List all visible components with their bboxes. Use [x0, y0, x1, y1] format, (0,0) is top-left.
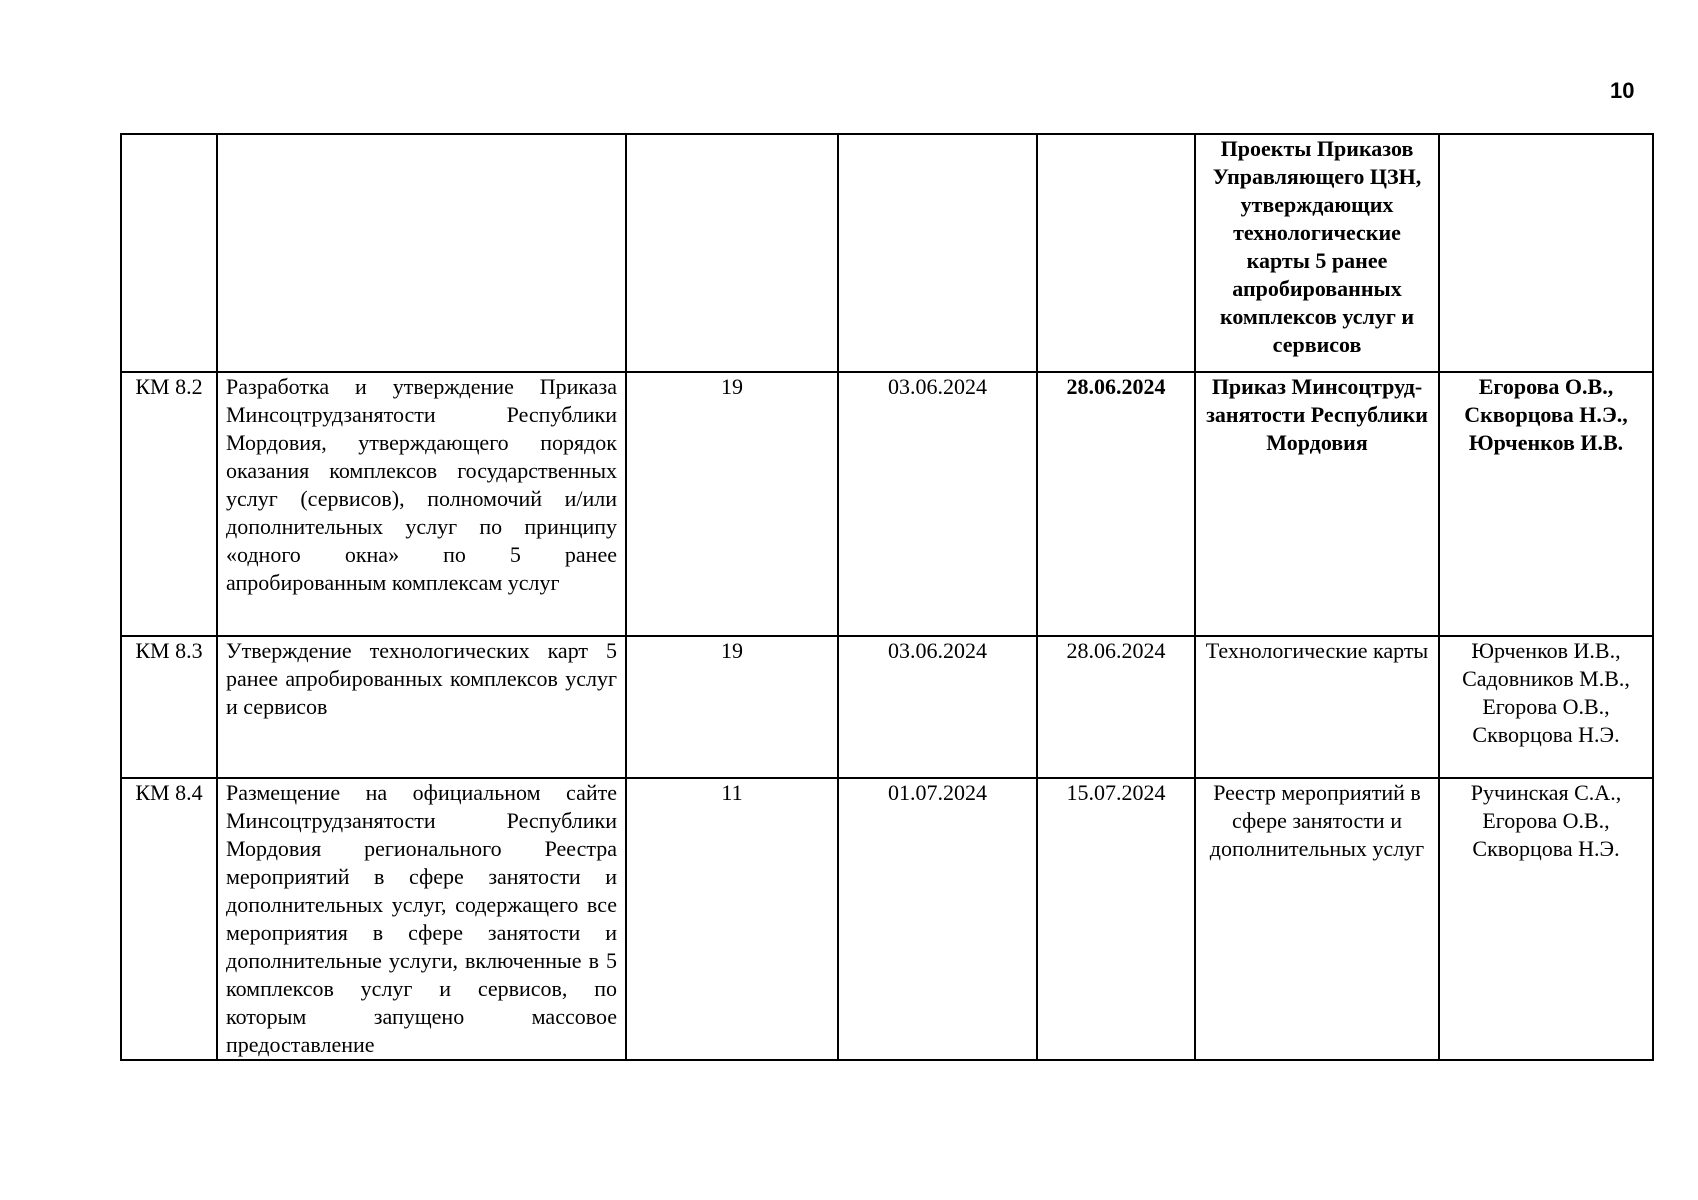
row-result-cell: Проекты Приказов Управляющего ЦЗН, утверждающих технологические карты 5 ранее апробированных комплексов услуг и сервисов	[1195, 134, 1439, 372]
row-duration-cell: 11	[626, 778, 838, 1060]
row-code-cell: КМ 8.2	[121, 372, 217, 636]
row-result-cell: Технологические карты	[1195, 636, 1439, 778]
row-name-cell: Размещение на официальном сайте Минсоцтрудзанятости Республики Мордовия регионального Реестра мероприятий в сфере занятости и дополнительных услуг, содержащего все мероприятия в сфере занятости и дополнительные услуги, включенные в 5 комплексов услуг и сервисов, по которым запущено массовое предоставление	[217, 778, 626, 1060]
row-start-date-cell	[838, 134, 1037, 372]
plan-table	[120, 133, 1654, 1061]
table-row	[121, 778, 1653, 1060]
row-duration-cell: 19	[626, 372, 838, 636]
table-row	[121, 134, 1653, 372]
row-result-cell: Приказ Минсоцтруд-занятости Республики Мордовия	[1195, 372, 1439, 636]
row-responsible-cell: Юрченков И.В., Садовников М.В., Егорова О.В., Скворцова Н.Э.	[1439, 636, 1653, 778]
row-start-date-cell: 03.06.2024	[838, 636, 1037, 778]
table-row	[121, 372, 1653, 636]
row-start-date-cell: 03.06.2024	[838, 372, 1037, 636]
row-name-cell	[217, 134, 626, 372]
row-responsible-cell	[1439, 134, 1653, 372]
row-end-date-cell: 28.06.2024	[1037, 372, 1195, 636]
page-number: 10	[1610, 78, 1635, 103]
row-result-cell: Реестр мероприятий в сфере занятости и дополнительных услуг	[1195, 778, 1439, 1060]
row-name-cell: Разработка и утверждение Приказа Минсоцтрудзанятости Республики Мордовия, утверждающего порядок оказания комплексов государственных услуг (сервисов), полномочий и/или дополнительных услуг по принципу «одного окна» по 5 ранее апробированным комплексам услуг	[217, 372, 626, 636]
row-code-cell: КМ 8.4	[121, 778, 217, 1060]
row-code-cell	[121, 134, 217, 372]
row-code-cell: КМ 8.3	[121, 636, 217, 778]
row-duration-cell: 19	[626, 636, 838, 778]
row-responsible-cell: Ручинская С.А., Егорова О.В., Скворцова Н.Э.	[1439, 778, 1653, 1060]
row-end-date-cell	[1037, 134, 1195, 372]
table-row	[121, 636, 1653, 778]
row-end-date-cell: 15.07.2024	[1037, 778, 1195, 1060]
row-start-date-cell: 01.07.2024	[838, 778, 1037, 1060]
row-responsible-cell: Егорова О.В., Скворцова Н.Э., Юрченков И.В.	[1439, 372, 1653, 636]
row-duration-cell	[626, 134, 838, 372]
row-end-date-cell: 28.06.2024	[1037, 636, 1195, 778]
row-name-cell: Утверждение технологических карт 5 ранее апробированных комплексов услуг и сервисов	[217, 636, 626, 778]
